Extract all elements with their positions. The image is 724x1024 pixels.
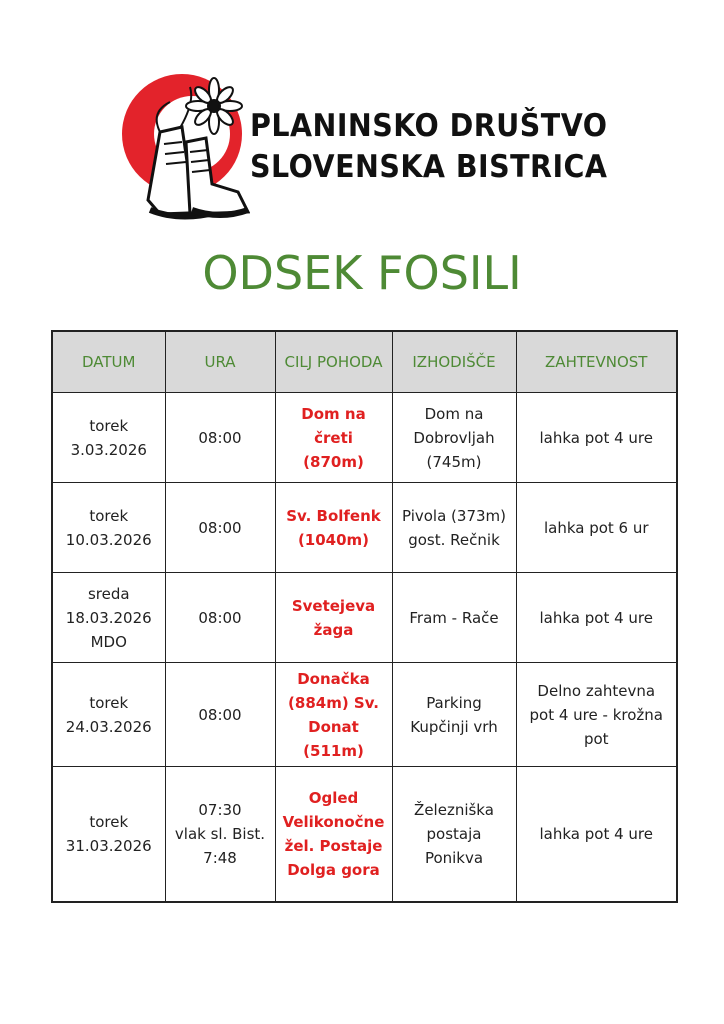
date-cell — [52, 393, 165, 483]
table-body — [52, 393, 677, 902]
start-cell-line: Dom na — [424, 404, 484, 423]
start-cell — [392, 663, 516, 767]
time-cell-line: vlak sl. Bist. — [174, 824, 266, 843]
difficulty-cell — [516, 393, 677, 483]
date-cell-line: torek — [89, 506, 129, 525]
start-cell — [392, 483, 516, 573]
difficulty-cell — [516, 767, 677, 902]
date-cell-line: 24.03.2026 — [65, 717, 152, 736]
difficulty-cell-line: pot 4 ure - krožna — [529, 705, 663, 724]
section-title: ODSEK FOSILI — [202, 246, 522, 300]
org-name-line-2: SLOVENSKA BISTRICA — [250, 149, 608, 185]
start-cell-line: Kupčinji vrh — [410, 717, 498, 736]
org-name-line-1: PLANINSKO DRUŠTVO — [250, 108, 608, 144]
time-cell — [165, 573, 275, 663]
date-cell-line: MDO — [90, 632, 127, 651]
difficulty-cell-line: lahka pot 4 ure — [539, 428, 653, 447]
header-start: IZHODIŠČE — [392, 331, 516, 393]
goal-cell-line: Sv. Bolfenk — [286, 506, 381, 525]
goal-cell — [275, 393, 392, 483]
difficulty-cell — [516, 483, 677, 573]
table-row — [52, 573, 677, 663]
header-difficulty: ZAHTEVNOST — [516, 331, 677, 393]
date-cell — [52, 483, 165, 573]
organization-name — [250, 106, 639, 188]
date-cell-line: torek — [89, 812, 129, 831]
start-cell-line: Ponikva — [424, 848, 484, 867]
difficulty-cell-line: lahka pot 4 ure — [539, 608, 653, 627]
time-cell-line: 07:30 — [198, 800, 242, 819]
time-cell — [165, 663, 275, 767]
header-goal: CILJ POHODA — [275, 331, 392, 393]
goal-cell-line: Velikonočne — [282, 812, 385, 831]
time-cell-line: 08:00 — [198, 518, 242, 537]
time-cell-line: 08:00 — [198, 608, 242, 627]
goal-cell-line: Donačka — [297, 669, 370, 688]
time-cell-line: 08:00 — [198, 705, 242, 724]
goal-cell-line: Ogled — [308, 788, 359, 807]
time-cell — [165, 767, 275, 902]
goal-cell-line: Donat (511m) — [303, 717, 364, 760]
header-date: DATUM — [52, 331, 165, 393]
difficulty-cell-line: lahka pot 6 ur — [543, 518, 649, 537]
hiking-boots-edelweiss-logo — [120, 72, 250, 247]
date-cell-line: 10.03.2026 — [65, 530, 152, 549]
difficulty-cell — [516, 663, 677, 767]
start-cell-line: postaja — [426, 824, 482, 843]
start-cell — [392, 573, 516, 663]
goal-cell-line: (884m) Sv. — [288, 693, 379, 712]
goal-cell-line: žaga — [313, 620, 354, 639]
hike-schedule-table — [51, 330, 678, 903]
goal-cell-line: Svetejeva — [291, 596, 376, 615]
difficulty-cell-line: pot — [583, 729, 609, 748]
difficulty-cell — [516, 573, 677, 663]
start-cell-line: Dobrovljah — [413, 428, 495, 447]
goal-cell — [275, 663, 392, 767]
difficulty-cell-line: Delno zahtevna — [537, 681, 656, 700]
start-cell-line: Fram - Rače — [409, 608, 499, 627]
goal-cell-line: Dom na čreti — [301, 404, 366, 447]
date-cell — [52, 663, 165, 767]
date-cell-line: torek — [89, 416, 129, 435]
date-cell-line: torek — [89, 693, 129, 712]
club-logo — [120, 72, 620, 252]
start-cell — [392, 767, 516, 902]
table-row — [52, 663, 677, 767]
date-cell-line: sreda — [87, 584, 130, 603]
table-row — [52, 393, 677, 483]
date-cell-line: 3.03.2026 — [70, 440, 147, 459]
goal-cell — [275, 573, 392, 663]
goal-cell-line: (1040m) — [297, 530, 370, 549]
start-cell-line: Parking — [426, 693, 482, 712]
start-cell-line: Pivola (373m) — [401, 506, 506, 525]
date-cell-line: 31.03.2026 — [65, 836, 152, 855]
start-cell-line: Železniška — [414, 800, 494, 819]
date-cell — [52, 767, 165, 902]
difficulty-cell-line: lahka pot 4 ure — [539, 824, 653, 843]
time-cell-line: 7:48 — [203, 848, 237, 867]
goal-cell-line: Dolga gora — [287, 860, 380, 879]
table-header-row — [52, 331, 677, 393]
goal-cell-line: žel. Postaje — [284, 836, 383, 855]
goal-cell-line: (870m) — [303, 452, 364, 471]
time-cell — [165, 483, 275, 573]
time-cell-line: 08:00 — [198, 428, 242, 447]
date-cell-line: 18.03.2026 — [65, 608, 152, 627]
date-cell — [52, 573, 165, 663]
table-row — [52, 767, 677, 902]
table-row — [52, 483, 677, 573]
header-time: URA — [165, 331, 275, 393]
time-cell — [165, 393, 275, 483]
goal-cell — [275, 767, 392, 902]
goal-cell — [275, 483, 392, 573]
start-cell-line: gost. Rečnik — [408, 530, 500, 549]
start-cell-line: (745m) — [426, 452, 482, 471]
start-cell — [392, 393, 516, 483]
